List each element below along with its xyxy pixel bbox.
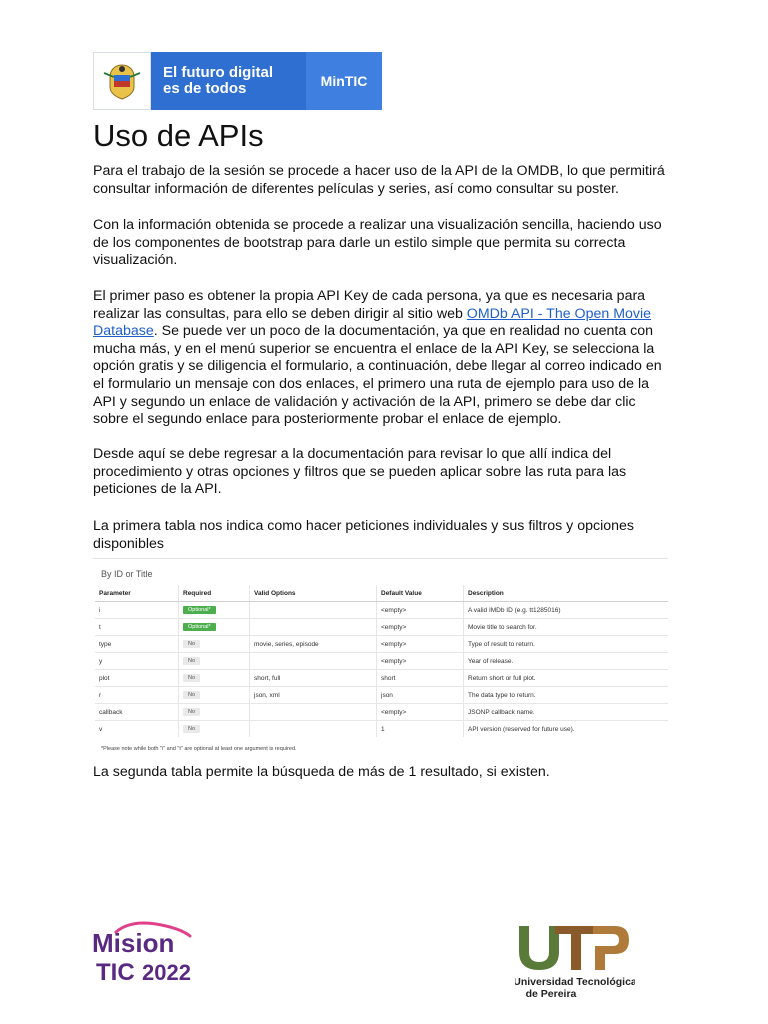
cell-description: JSONP callback name.	[464, 704, 669, 721]
cell-default-value: <empty>	[377, 704, 464, 721]
required-badge: No	[183, 708, 200, 716]
utp-u-shape	[519, 926, 559, 970]
cell-valid-options	[250, 602, 377, 619]
cell-valid-options	[250, 653, 377, 670]
cell-parameter: v	[95, 721, 179, 738]
cell-parameter: i	[95, 602, 179, 619]
cell-valid-options: short, full	[250, 670, 377, 687]
column-header-default-value: Default Value	[377, 585, 464, 602]
omdb-link[interactable]: OMDb API - The Open Movie Database	[93, 305, 652, 340]
paragraph-3	[93, 288, 673, 429]
table-title: By ID or Title	[101, 569, 153, 579]
utp-logo	[515, 922, 635, 1002]
utp-t-shape	[555, 926, 595, 970]
api-parameters-table-image	[93, 558, 668, 752]
cell-parameter: t	[95, 619, 179, 636]
cell-default-value: json	[377, 687, 464, 704]
column-header-valid-options: Valid Options	[250, 585, 377, 602]
cell-valid-options	[250, 704, 377, 721]
column-header-required: Required	[179, 585, 250, 602]
table-row	[95, 687, 668, 704]
cell-description: Year of release.	[464, 653, 669, 670]
table-row	[95, 653, 668, 670]
cell-default-value: 1	[377, 721, 464, 738]
cell-parameter: plot	[95, 670, 179, 687]
page-title: Uso de APIs	[93, 118, 264, 153]
cell-description: The data type to return.	[464, 687, 669, 704]
required-badge: No	[183, 640, 200, 648]
column-header-description: Description	[464, 585, 669, 602]
cell-valid-options	[250, 721, 377, 738]
api-parameters-table	[95, 585, 668, 737]
cell-valid-options: json, xml	[250, 687, 377, 704]
cell-default-value: <empty>	[377, 653, 464, 670]
required-badge: No	[183, 725, 200, 733]
utp-p-shape	[593, 926, 629, 970]
slogan-line-1: El futuro digital	[163, 64, 273, 81]
mintic-banner	[93, 52, 382, 110]
table-footnote: *Please note while both "i" and "t" are optional at least one argument is required.	[101, 746, 297, 752]
paragraph-6: La segunda tabla permite la búsqueda de más de 1 resultado, si existen.	[93, 764, 550, 780]
table-row	[95, 704, 668, 721]
paragraph-4: Desde aquí se debe regresar a la documentación para revisar lo que allí indica del procedimiento y otras opciones y filtros que se pueden aplicar sobre las ruta para las peticiones de la API.	[93, 446, 627, 498]
cell-required	[179, 602, 250, 619]
required-badge: Optional*	[183, 623, 216, 631]
mintic-brand: MinTIC	[306, 52, 382, 110]
utp-name-line-1: Universidad Tecnológica	[515, 976, 635, 988]
cell-parameter: y	[95, 653, 179, 670]
slogan-line-2: es de todos	[163, 80, 247, 97]
cell-description: Movie title to search for.	[464, 619, 669, 636]
utp-name-line-2: de Pereira	[525, 988, 577, 1000]
cell-required	[179, 721, 250, 738]
cell-parameter: callback	[95, 704, 179, 721]
column-header-parameter: Parameter	[95, 585, 179, 602]
cell-default-value: short	[377, 670, 464, 687]
cell-required	[179, 653, 250, 670]
cell-default-value: <empty>	[377, 619, 464, 636]
required-badge: No	[183, 657, 200, 665]
banner-slogan	[151, 52, 306, 110]
cell-description: Type of result to return.	[464, 636, 669, 653]
table-row	[95, 602, 668, 619]
paragraph-3-end: . Se puede ver un poco de la documentación, ya que en realidad no cuenta con mucha más, y en el menú superior se encuentra el enlace de la API Key, se selecciona la opción gratis y se diligencia el formulario, a continuación, debe llegar al correo indicado en el formulario un mensaje con dos enlaces, el primero una ruta de ejemplo para uso de la API y segundo un enlace de validación y activación de la API, primero se debe dar clic sobre el segundo enlace para posteriormente probar el enlace de ejemplo.	[93, 323, 662, 428]
tic-text: TIC	[96, 959, 135, 986]
cell-valid-options	[250, 619, 377, 636]
paragraph-3-start: El primer paso es obtener la propia API Key de cada persona, ya que es necesaria para realizar las consultas, para ello se deben dirigir al sitio web	[93, 288, 646, 322]
paragraph-2: Con la información obtenida se procede a realizar una visualización sencilla, haciendo uso de los componentes de bootstrap para darle un estilo simple que permita su correcta visualización.	[93, 217, 662, 269]
cell-valid-options: movie, series, episode	[250, 636, 377, 653]
cell-description: Return short or full plot.	[464, 670, 669, 687]
required-badge: Optional*	[183, 606, 216, 614]
required-badge: No	[183, 674, 200, 682]
year-text: 2022	[142, 960, 191, 985]
mision-text: Mision	[92, 928, 175, 958]
table-row	[95, 636, 668, 653]
cell-default-value: <empty>	[377, 602, 464, 619]
table-header-row	[95, 585, 668, 602]
required-badge: No	[183, 691, 200, 699]
cell-required	[179, 619, 250, 636]
cell-required	[179, 670, 250, 687]
table-row	[95, 619, 668, 636]
paragraph-1: Para el trabajo de la sesión se procede a hacer uso de la API de la OMDB, lo que permitirá consultar información de diferentes películas y series, así como consultar su poster.	[93, 163, 665, 197]
colombia-crest-icon	[93, 52, 151, 110]
cell-required	[179, 704, 250, 721]
cell-default-value: <empty>	[377, 636, 464, 653]
paragraph-5: La primera tabla nos indica como hacer peticiones individuales y sus filtros y opciones disponibles	[93, 518, 634, 552]
cell-description: API version (reserved for future use).	[464, 721, 669, 738]
cell-required	[179, 636, 250, 653]
table-row	[95, 670, 668, 687]
cell-required	[179, 687, 250, 704]
mision-tic-2022-logo	[90, 918, 220, 988]
cell-parameter: r	[95, 687, 179, 704]
cell-parameter: type	[95, 636, 179, 653]
cell-description: A valid IMDb ID (e.g. tt1285016)	[464, 602, 669, 619]
table-row	[95, 721, 668, 738]
